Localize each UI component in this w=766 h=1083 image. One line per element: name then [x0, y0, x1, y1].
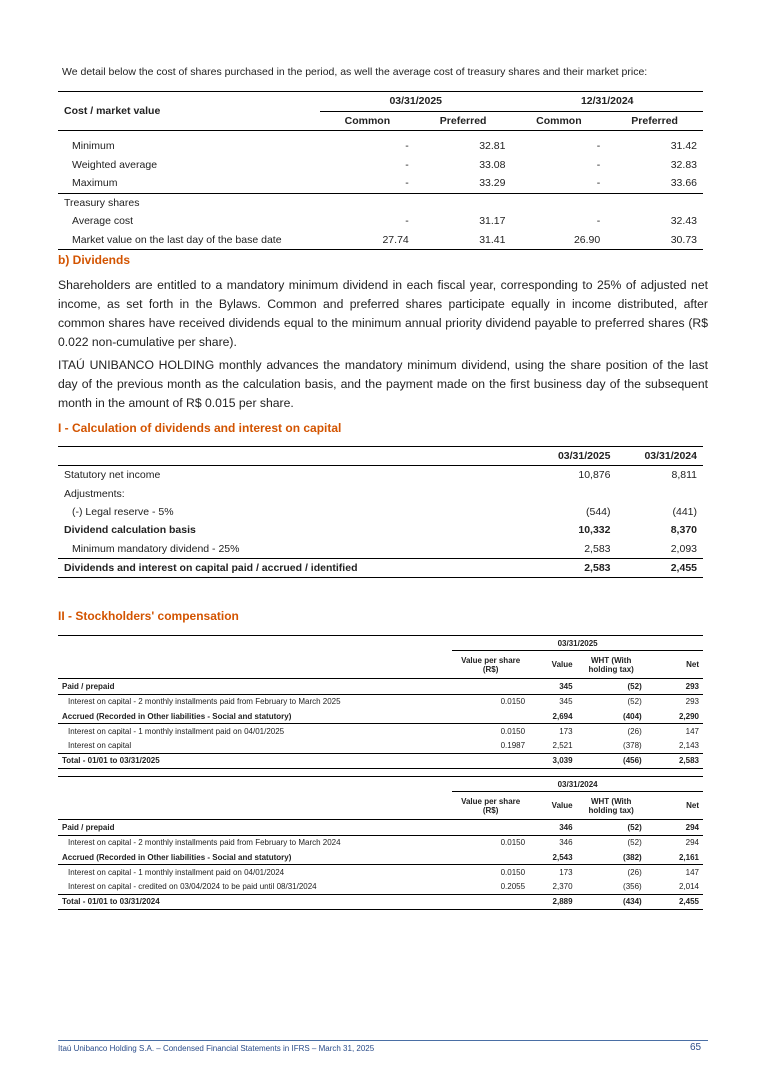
table-row: Total - 01/01 to 03/31/2025 3,039 (456) 2,583	[58, 753, 703, 768]
cost-date1: 03/31/2025	[320, 92, 511, 112]
table-row: Dividends and interest on capital paid / accrued / identified 2,583 2,455	[58, 558, 703, 577]
table-row: Statutory net income 10,876 8,811	[64, 469, 697, 482]
dividends-paragraph-2: ITAÚ UNIBANCO HOLDING monthly advances the mandatory minimum dividend, using the share position of the last day of the previous month as the calculation basis, and the payment made on the first business day of the subsequent month in the amount of R$ 0.015 per share.	[58, 358, 708, 410]
table-row: Accrued (Recorded in Other liabilities - Social and statutory) 2,694 (404) 2,290	[58, 709, 703, 724]
calc-heading: I - Calculation of dividends and interest on capital	[58, 421, 342, 435]
table-row: Accrued (Recorded in Other liabilities - Social and statutory) 2,543 (382) 2,161	[58, 850, 703, 865]
page-number: 65	[690, 1042, 702, 1053]
col-preferred-2: Preferred	[631, 114, 678, 127]
table-row: Total - 01/01 to 03/31/2024 2,889 (434) 2,455	[58, 894, 703, 909]
table-row: (-) Legal reserve - 5% (544) (441)	[72, 506, 697, 519]
footer-text: Itaú Unibanco Holding S.A. – Condensed Financial Statements in IFRS – March 31, 2025	[58, 1044, 375, 1053]
table-row: Dividend calculation basis 10,332 8,370	[64, 524, 697, 537]
table-row	[58, 193, 703, 212]
col-net: Net	[686, 801, 699, 811]
dividends-heading: b) Dividends	[58, 253, 131, 267]
col-preferred-1: Preferred	[439, 114, 487, 127]
dividend-calc-table	[58, 446, 703, 578]
col-common-1: Common	[344, 114, 391, 127]
calc-date1: 03/31/2025	[557, 450, 611, 463]
table-row: Interest on capital - 2 monthly installments paid from February to March 2025 0.0150 345 (52) 293	[68, 697, 699, 707]
table-row: Paid / prepaid 345 (52) 293	[58, 679, 703, 694]
compensation-heading: II - Stockholders' compensation	[58, 609, 239, 623]
table-row: Interest on capital 0.1987 2,521 (378) 2,143	[58, 738, 703, 753]
dividends-paragraph-1: Shareholders are entitled to a mandatory minimum dividend in each fiscal year, corresponding to 25% of adjusted net income, as set forth in the Bylaws. Common and preferred shares participate equally in income distributed, after common shares have received dividends equal to the minimum annual priority dividend payable to preferred shares (R$ 0.022 non-cumulative per share).	[58, 278, 708, 349]
table-row: Interest on capital - 1 monthly installment paid on 04/01/2024 0.0150 173 (26) 147	[68, 867, 699, 877]
treasury-label: Treasury shares	[64, 196, 140, 209]
comp2025-date: 03/31/2025	[452, 636, 703, 651]
col-value-per-share: Value per share (R$)	[461, 655, 521, 674]
col-wht: WHT (With holding tax)	[588, 796, 634, 815]
cost-date2: 12/31/2024	[511, 92, 703, 112]
col-value: Value	[551, 801, 573, 811]
table-row: Maximum - 33.29 - 33.66	[58, 174, 703, 193]
table-row: Interest on capital - 1 monthly installment paid on 04/01/2025 0.0150 173 (26) 147	[68, 726, 699, 736]
table-row: Adjustments:	[64, 487, 125, 500]
table-row: Minimum mandatory dividend - 25% 2,583 2,093	[58, 539, 703, 558]
col-value: Value	[551, 660, 573, 670]
col-wht: WHT (With holding tax)	[588, 655, 634, 674]
compensation-table-2025	[58, 635, 703, 769]
col-value-per-share: Value per share (R$)	[461, 796, 521, 815]
table-row: Interest on capital - credited on 03/04/2024 to be paid until 08/31/2024 0.2055 2,370 (356) 2,014	[58, 879, 703, 894]
cost-market-table	[58, 91, 703, 250]
compensation-table-2024	[58, 776, 703, 910]
calc-date2: 03/31/2024	[644, 450, 697, 463]
table-row: Paid / prepaid 346 (52) 294	[58, 820, 703, 835]
table-row: Weighted average - 33.08 - 32.83	[72, 158, 697, 171]
intro-text: We detail below the cost of shares purchased in the period, as well the average cost of treasury shares and their market price:	[62, 66, 648, 78]
table-row: Minimum - 32.81 - 31.42	[72, 140, 697, 153]
table-row: Average cost - 31.17 - 32.43	[72, 215, 697, 228]
col-common-2: Common	[536, 114, 582, 127]
comp2024-date: 03/31/2024	[452, 777, 703, 792]
col-net: Net	[686, 660, 699, 670]
table-row: Interest on capital - 2 monthly installments paid from February to March 2024 0.0150 346 (52) 294	[68, 838, 699, 848]
footer-divider	[58, 1040, 708, 1041]
table-row: Market value on the last day of the base date 27.74 31.41 26.90 30.73	[58, 231, 703, 250]
cost-table-title: Cost / market value	[58, 92, 320, 131]
